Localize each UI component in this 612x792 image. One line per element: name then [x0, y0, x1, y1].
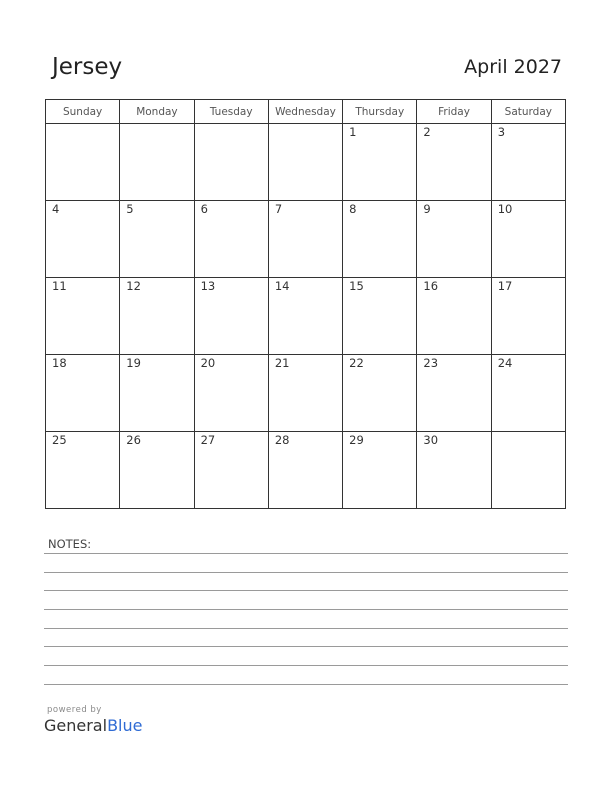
generalblue-logo[interactable] [44, 716, 142, 735]
day-cell [46, 278, 120, 355]
day-cell [194, 432, 268, 509]
weekday-friday: Friday [417, 100, 491, 124]
day-number: 3 [497, 125, 506, 139]
week-row-4 [46, 355, 566, 432]
day-cell [46, 432, 120, 509]
weekday-thursday: Thursday [343, 100, 417, 124]
day-cell [491, 355, 565, 432]
note-line [44, 609, 568, 610]
day-cell [268, 278, 342, 355]
day-number: 26 [126, 433, 141, 447]
day-cell [194, 201, 268, 278]
day-cell [417, 201, 491, 278]
weekday-tuesday: Tuesday [194, 100, 268, 124]
note-line [44, 628, 568, 629]
day-number [195, 124, 268, 125]
day-cell [491, 432, 565, 509]
day-number: 4 [52, 202, 60, 216]
day-cell [343, 432, 417, 509]
day-number: 6 [200, 202, 208, 216]
note-line [44, 590, 568, 591]
day-number: 16 [423, 279, 439, 293]
day-cell [268, 355, 342, 432]
day-number: 1 [349, 125, 357, 139]
day-number [46, 124, 119, 125]
day-number: 17 [497, 279, 513, 293]
day-cell [268, 432, 342, 509]
day-number: 9 [423, 202, 431, 216]
day-cell [417, 355, 491, 432]
day-number [269, 124, 342, 125]
day-number: 18 [52, 356, 67, 370]
note-line [44, 646, 568, 647]
day-number: 20 [200, 356, 216, 370]
day-number: 30 [423, 433, 439, 447]
day-number: 10 [497, 202, 513, 216]
day-cell [46, 201, 120, 278]
day-number: 22 [349, 356, 364, 370]
note-line [44, 553, 568, 554]
day-number: 29 [349, 433, 364, 447]
day-number [120, 124, 193, 125]
logo-text-blue: Blue [107, 716, 143, 735]
day-cell [491, 278, 565, 355]
weekday-saturday: Saturday [491, 100, 565, 124]
day-cell [46, 355, 120, 432]
day-cell [343, 201, 417, 278]
day-cell [268, 124, 342, 201]
day-cell [194, 124, 268, 201]
week-row-2 [46, 201, 566, 278]
day-cell [268, 201, 342, 278]
day-number: 24 [497, 356, 513, 370]
day-number: 7 [274, 202, 283, 216]
day-cell [417, 124, 491, 201]
day-cell [343, 124, 417, 201]
weekday-sunday: Sunday [46, 100, 120, 124]
weekday-wednesday: Wednesday [268, 100, 342, 124]
weekday-monday: Monday [120, 100, 194, 124]
day-cell [120, 124, 194, 201]
day-cell [120, 355, 194, 432]
day-number: 2 [423, 125, 431, 139]
day-cell [120, 201, 194, 278]
day-number: 15 [349, 279, 364, 293]
day-cell [343, 278, 417, 355]
day-number: 25 [52, 433, 67, 447]
day-cell [491, 201, 565, 278]
day-cell [491, 124, 565, 201]
day-number [492, 432, 565, 433]
day-cell [417, 432, 491, 509]
note-line [44, 665, 568, 666]
month-year-title: April 2027 [464, 56, 562, 78]
weekday-header-row [46, 100, 566, 124]
week-row-5 [46, 432, 566, 509]
day-number: 12 [126, 279, 141, 293]
day-number: 28 [274, 433, 290, 447]
day-cell [120, 278, 194, 355]
day-cell [120, 432, 194, 509]
day-cell [194, 355, 268, 432]
day-number: 27 [200, 433, 216, 447]
day-number: 19 [126, 356, 141, 370]
week-row-3 [46, 278, 566, 355]
logo-text-general: General [44, 716, 108, 735]
day-cell [417, 278, 491, 355]
day-number: 21 [274, 356, 290, 370]
day-number: 23 [423, 356, 439, 370]
day-cell [343, 355, 417, 432]
country-title: Jersey [52, 54, 123, 80]
note-line [44, 572, 568, 573]
day-cell [194, 278, 268, 355]
week-row-1 [46, 124, 566, 201]
day-number: 8 [349, 202, 357, 216]
day-cell [46, 124, 120, 201]
day-number: 14 [274, 279, 290, 293]
note-line [44, 684, 568, 685]
calendar-grid [45, 99, 566, 509]
day-number: 11 [52, 279, 67, 293]
day-number: 13 [200, 279, 216, 293]
day-number: 5 [126, 202, 134, 216]
powered-by-label: powered by [47, 705, 102, 715]
notes-label: NOTES: [48, 537, 92, 551]
